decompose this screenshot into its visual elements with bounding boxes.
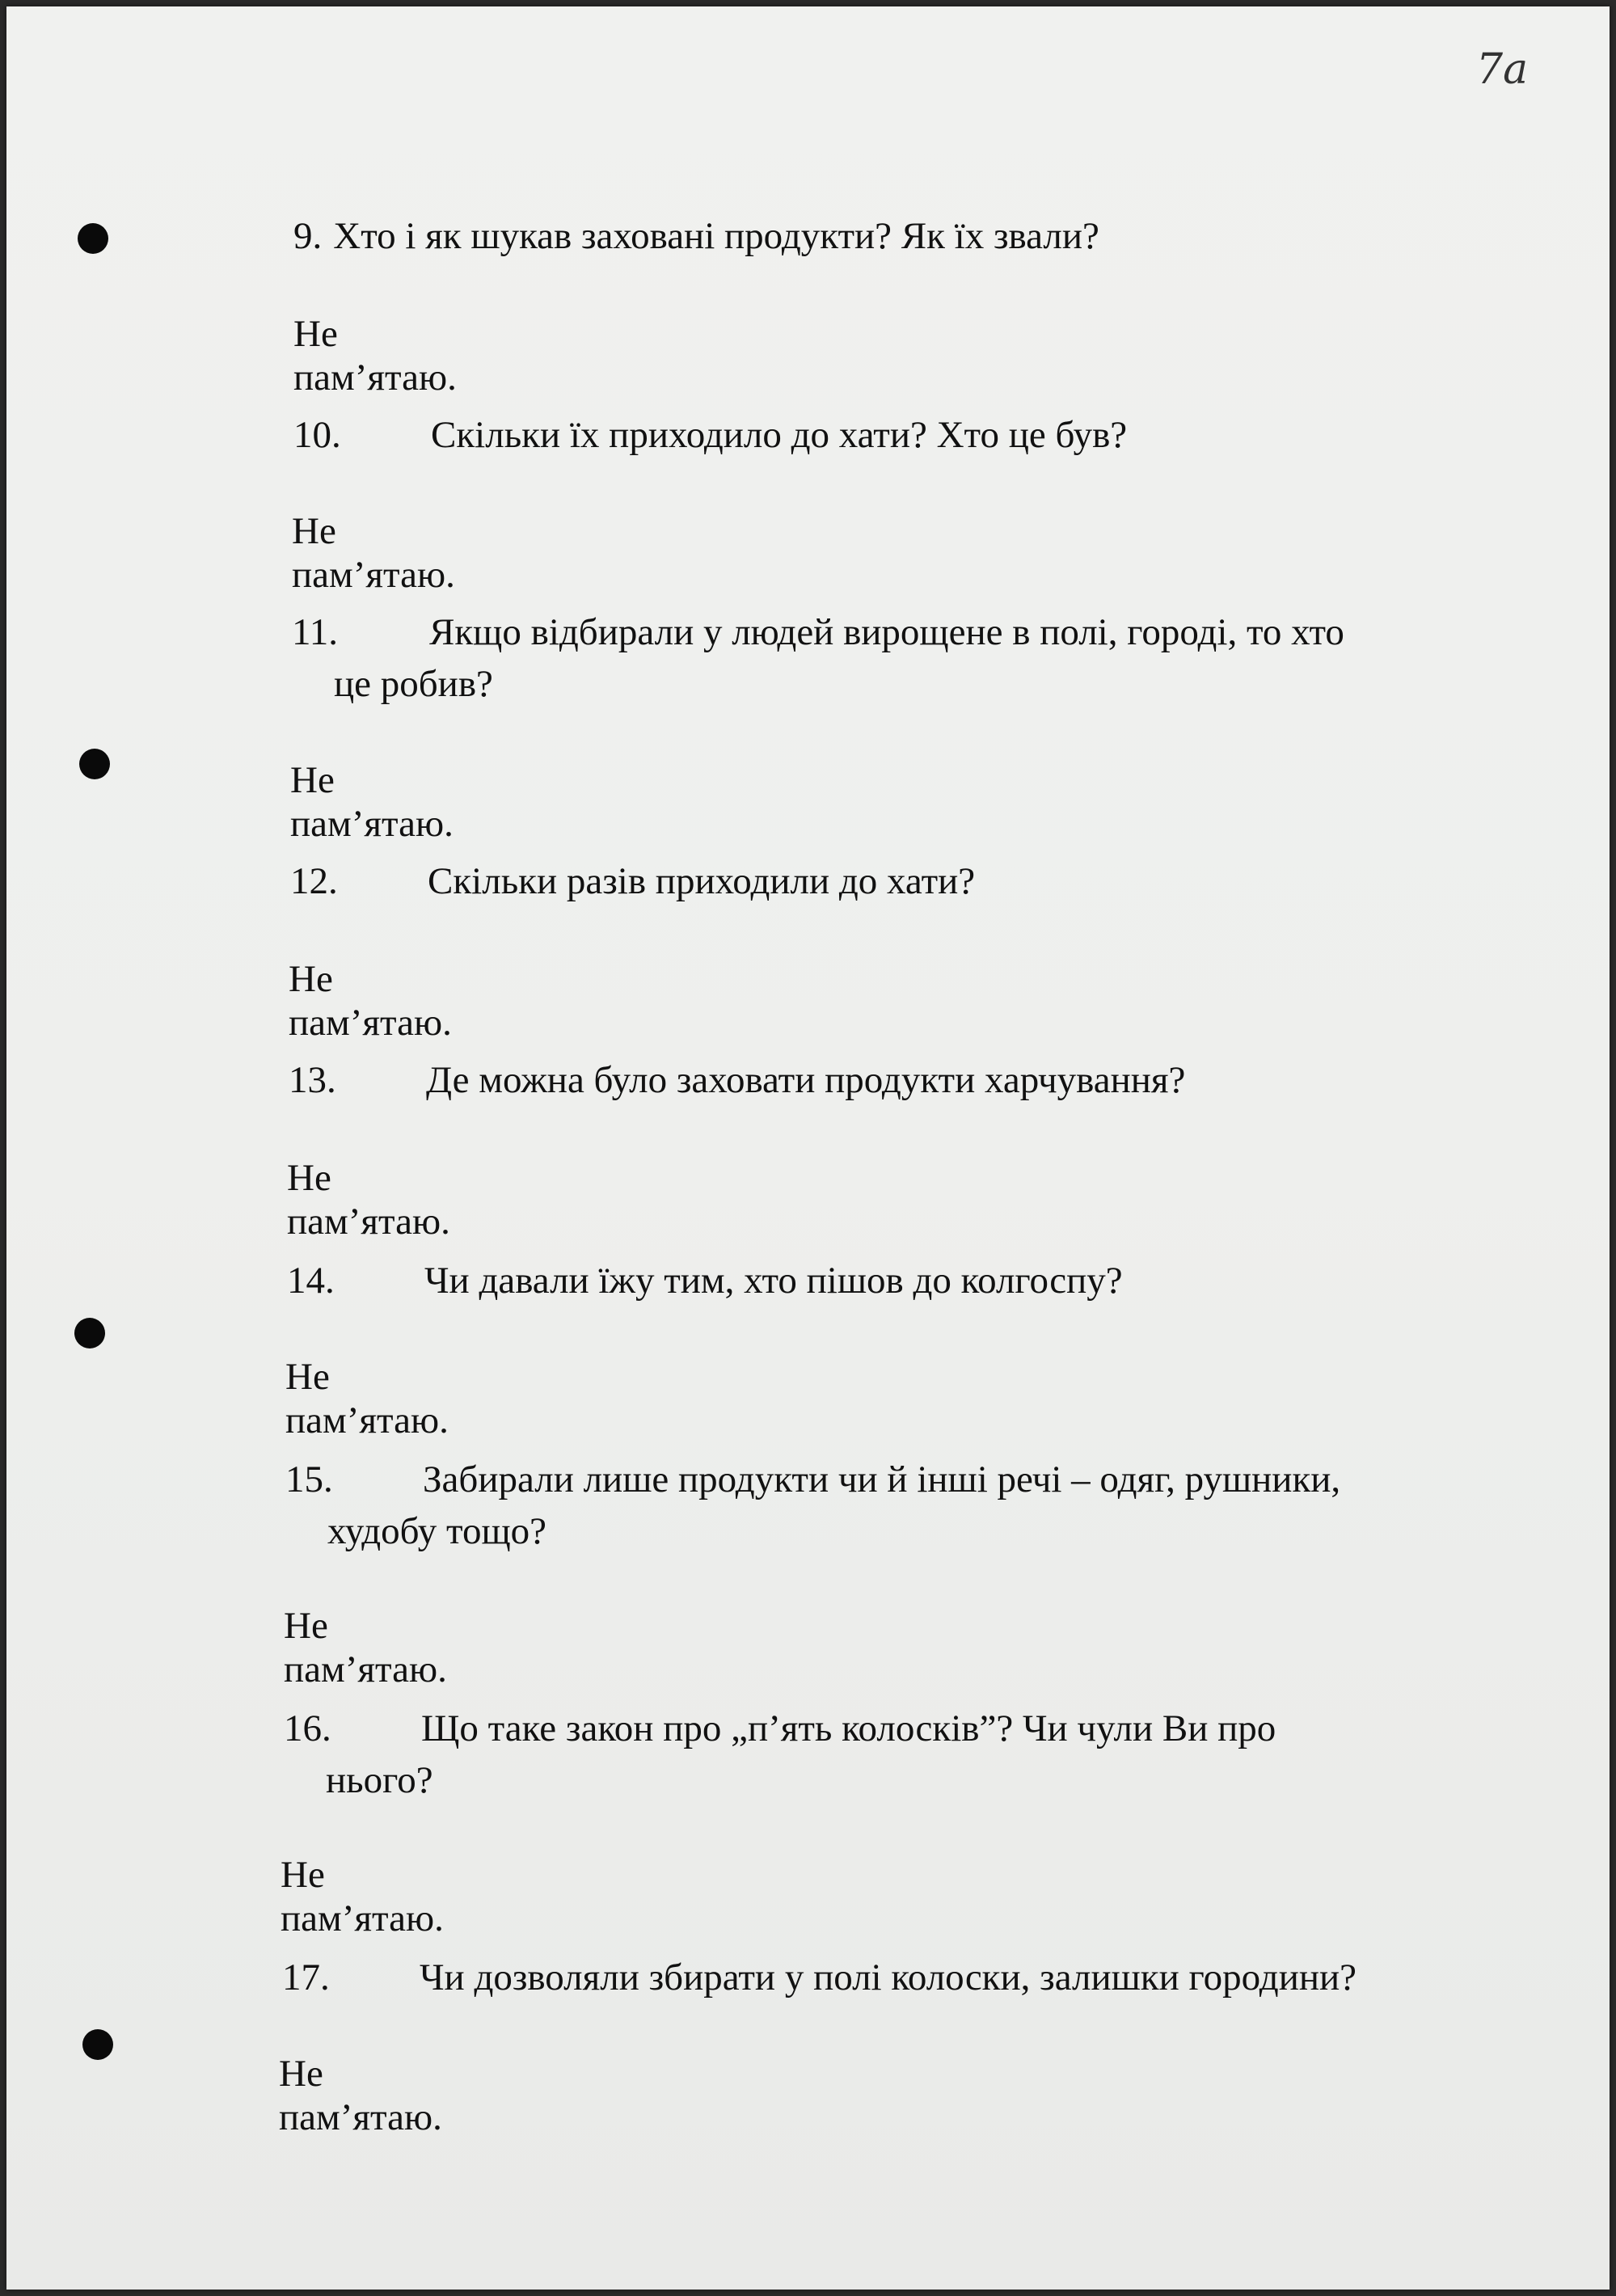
question-text: Що таке закон про „п’ять колосків”? Чи чули Ви про — [421, 1707, 1276, 1749]
answer-text: Не пам’ятаю. — [281, 1854, 444, 1939]
question-text: Чи давали їжу тим, хто пішов до колгоспу? — [424, 1260, 1123, 1302]
qa-item-16 — [284, 1703, 1496, 1806]
question-number: 13. — [289, 1059, 336, 1101]
punch-hole — [74, 1318, 105, 1348]
question-number: 16. — [284, 1707, 331, 1749]
question — [282, 1952, 1495, 2003]
question — [284, 1703, 1496, 1806]
qa-item-11 — [292, 606, 1504, 710]
question-number: 9. — [293, 215, 323, 257]
qa-item-15 — [285, 1454, 1498, 1557]
answer-10 — [292, 509, 455, 597]
question-number: 10. — [293, 414, 341, 456]
question-number: 15. — [285, 1458, 333, 1500]
question — [292, 606, 1504, 710]
answer-16 — [281, 1853, 444, 1940]
punch-hole — [82, 2029, 113, 2060]
answer-text: Не пам’ятаю. — [293, 313, 457, 399]
question — [287, 1255, 1500, 1306]
answer-text: Не пам’ятаю. — [287, 1157, 450, 1243]
answer-15 — [284, 1604, 447, 1691]
qa-item-10 — [293, 409, 1506, 461]
answer-text: Не пам’ятаю. — [292, 510, 455, 596]
question — [293, 409, 1506, 461]
answer-11 — [290, 758, 454, 846]
answer-text: Не пам’ятаю. — [284, 1605, 447, 1690]
question-text: Де можна було заховати продукти харчування? — [426, 1059, 1186, 1101]
qa-item-13 — [289, 1054, 1501, 1106]
question — [285, 1454, 1498, 1557]
question-text: Скільки разів приходили до хати? — [428, 860, 976, 902]
handwritten-page-number: 7a — [1476, 45, 1529, 94]
qa-item-17 — [282, 1952, 1495, 2003]
answer-12 — [289, 957, 452, 1045]
question-text-continued: худобу тощо? — [327, 1510, 547, 1552]
question-text-continued: це робив? — [334, 663, 493, 705]
question — [289, 1054, 1501, 1106]
question-text-continued: нього? — [326, 1759, 433, 1801]
answer-14 — [285, 1355, 449, 1442]
question-text: Якщо відбирали у людей вирощене в полі, городі, то хто — [429, 611, 1344, 653]
answer-text: Не пам’ятаю. — [289, 958, 452, 1044]
question-number: 12. — [290, 860, 338, 902]
answer-13 — [287, 1156, 450, 1243]
answer-text: Не пам’ятаю. — [285, 1356, 449, 1441]
qa-item-14 — [287, 1255, 1500, 1306]
question-text: Скільки їх приходило до хати? Хто це був? — [431, 414, 1128, 456]
question — [293, 210, 1506, 262]
qa-item-12 — [290, 855, 1503, 907]
punch-hole — [78, 223, 108, 254]
document-page — [6, 6, 1610, 2290]
answer-9 — [293, 312, 457, 399]
qa-item-9 — [293, 210, 1506, 262]
question-number: 17. — [282, 1956, 330, 1998]
question-text: Чи дозволяли збирати у полі колоски, залишки городини? — [420, 1956, 1357, 1998]
question-text: Забирали лише продукти чи й інші речі – одяг, рушники, — [423, 1458, 1341, 1500]
question-text: Хто і як шукав заховані продукти? Як їх звали? — [333, 215, 1099, 257]
answer-17 — [279, 2052, 442, 2139]
punch-hole — [79, 749, 110, 779]
question — [290, 855, 1503, 907]
answer-text: Не пам’ятаю. — [290, 759, 454, 845]
question-number: 11. — [292, 611, 339, 653]
question-number: 14. — [287, 1260, 335, 1302]
answer-text: Не пам’ятаю. — [279, 2053, 442, 2138]
